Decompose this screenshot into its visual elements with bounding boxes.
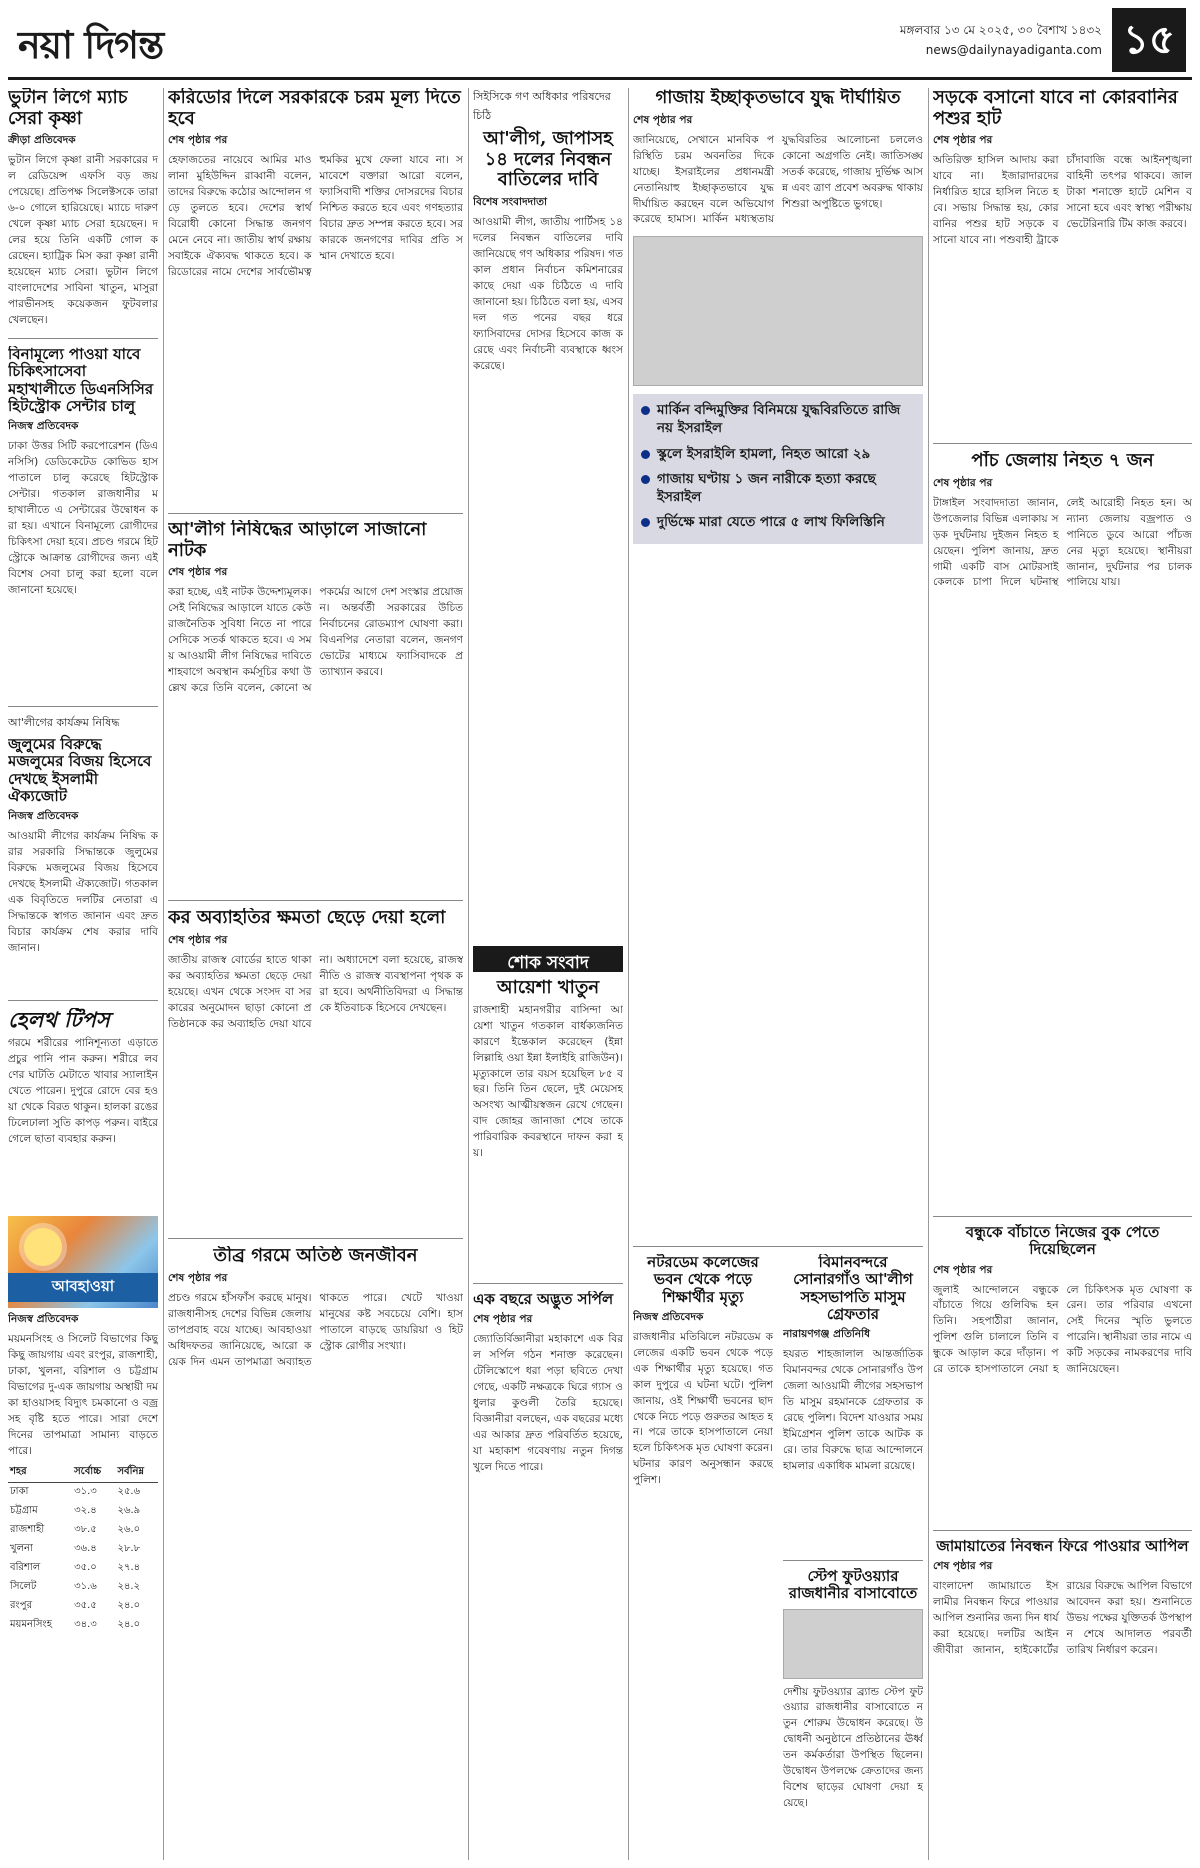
masthead bbox=[8, 0, 1192, 80]
article-body: দেশীয় ফুটওয়্যার ব্র্যান্ড স্টেপ ফুটওয়্যার রাজধানীর বাসাবোতে নতুন শোরুম উদ্বোধন করেছে। উদ্বোধনী অনুষ্ঠানে প্রতিষ্ঠানের ঊর্ধ্বতন কর্মকর্তারা উপস্থিত ছিলেন। উদ্বোধন উপলক্ষে ক্রেতাদের জন্য বিশেষ ছাড়ের ঘোষণা দেয়া হয়েছে। bbox=[783, 1685, 923, 1810]
headline: এক বছরে অদ্ভুত সর্পিল bbox=[473, 1291, 614, 1308]
issue-date: মঙ্গলবার ১৩ মে ২০২৫, ৩০ বৈশাখ ১৪৩২ bbox=[899, 23, 1102, 37]
headline: স্টেপ ফুটওয়্যার রাজধানীর বাসাবোতে bbox=[788, 1568, 918, 1603]
divider bbox=[933, 1530, 1192, 1531]
divider bbox=[933, 443, 1192, 444]
table-header: সর্বোচ্চ bbox=[72, 1463, 115, 1483]
weather-label: আবহাওয়া bbox=[8, 1273, 158, 1302]
byline: নিজস্ব প্রতিবেদক bbox=[8, 420, 79, 432]
table-cell: ৩২.৪ bbox=[74, 1504, 97, 1516]
divider bbox=[473, 1283, 623, 1284]
table-cell: ময়মনসিংহ bbox=[10, 1618, 52, 1630]
article-heatstroke-center bbox=[8, 346, 158, 701]
article-body: বাংলাদেশ জামায়াতে ইসলামীর নিবন্ধন ফিরে পাওয়ার আপিল শুনানির জন্য দিন ধার্য করা হয়েছে। দলটির আইনজীবীরা জানান, হাইকোর্টের রায়ের বিরুদ্ধে আপিল বিভাগে আবেদন করা হয়। শুনানিতে উভয় পক্ষের যুক্তিতর্ক উপস্থাপন শেষে আদালত পরবর্তী তারিখ নির্ধারণ করেন। bbox=[933, 1580, 1192, 1657]
article-cattle-market bbox=[933, 88, 1192, 438]
highlight-item: স্কুলে ইসরাইলি হামলা, নিহত আরো ২৯ bbox=[657, 446, 915, 464]
table-cell: ২৬.০ bbox=[117, 1523, 141, 1535]
article-body: ঢাকা উত্তর সিটি করপোরেশন (ডিএনসিসি) ডেডিকেটেড কোভিড হাসপাতালে চালু করেছে হিটস্ট্রোক সেন্টার। গতকাল রাজধানীর মহাখালীতে এ সেন্টারের উদ্বোধন করা হয়। এখানে বিনামূল্যে রোগীদের চিকিৎসা দেয়া হবে। প্রচণ্ড গরমে হিটস্ট্রোকে আক্রান্ত রোগীদের জন্য এই বিশেষ সেবা চালু করা হলো বলে জানানো হয়েছে। bbox=[8, 440, 158, 596]
table-cell: ৩৫.৫ bbox=[74, 1599, 97, 1611]
table-header: শহর bbox=[8, 1463, 72, 1483]
article-body: করা হচ্ছে, এই নাটক উদ্দেশ্যমূলক। সেই নিষিদ্ধের আড়ালে যাতে কেউ রাজনৈতিক সুবিধা নিতে না পারে সেদিকে সতর্ক থাকতে হবে। এ সময় আওয়ামী লীগ নিষিদ্ধের দাবিতে শাহবাগে অবস্থান কর্মসূচির কথা উল্লেখ করে তিনি বলেন, কোনো অপকর্মের আগে দেশ সংস্কার প্রয়োজন। অন্তর্বর্তী সরকারের উচিত নির্বাচনের রোডম্যাপ ঘোষণা করা। বিএনপির নেতারা বলেন, জনগণ ভোটের মাধ্যমে ফ্যাসিবাদকে প্রত্যাখ্যান করবে। bbox=[168, 586, 463, 695]
byline: ক্রীড়া প্রতিবেদক bbox=[8, 134, 76, 147]
table-row bbox=[8, 1578, 158, 1597]
table-cell: ২৪.২ bbox=[117, 1580, 141, 1592]
divider bbox=[168, 1238, 463, 1239]
divider bbox=[8, 338, 158, 339]
highlight-item: গাজায় ঘণ্টায় ১ জন নারীকে হত্যা করছে ইসরাইল bbox=[657, 471, 915, 506]
column-divider bbox=[928, 88, 929, 1860]
article-body: হেফাজতের নায়েবে আমির মাওলানা মুহিউদ্দিন রাব্বানী বলেন, তাদের বিরুদ্ধে কঠোর আন্দোলন গড়ে তুলতে হবে। দেশের স্বার্থবিরোধী কোনো সিদ্ধান্ত জনগণ মেনে নেবে না। জাতীয় স্বার্থ রক্ষায় সবাইকে ঐক্যবদ্ধ থাকতে হবে। করিডোরের নামে দেশের সার্বভৌমত্ব হুমকির মুখে ফেলা যাবে না। সমাবেশে বক্তারা আরো বলেন, ফ্যাসিবাদী শক্তির দোসরদের বিচার নিশ্চিত করতে হবে এবং গণহত্যার বিচার দ্রুত সম্পন্ন করতে হবে। সরকারকে জনগণের দাবির প্রতি সম্মান দেখাতে হবে। bbox=[168, 154, 463, 279]
article-heatwave bbox=[168, 1246, 463, 1860]
headline: বিনামূল্যে পাওয়া যাবে চিকিৎসাসেবা মহাখালীতে ডিএনসিসির হিটস্ট্রোক সেন্টার চালু bbox=[8, 346, 154, 415]
showroom-photo bbox=[783, 1609, 923, 1679]
article-step-footwear bbox=[783, 1568, 923, 1860]
table-cell: সিলেট bbox=[10, 1580, 37, 1592]
byline: বিশেষ সংবাদদাতা bbox=[473, 196, 548, 209]
headline: গাজায় ইচ্ছাকৃতভাবে যুদ্ধ দীর্ঘায়িত bbox=[655, 88, 901, 108]
article-body: গরমে শরীরের পানিশূন্যতা এড়াতে প্রচুর পানি পান করুন। শরীরে লবণের ঘাটতি মেটাতে খাবার স্যালাইন খেতে পারেন। দুপুরে রোদে বের হওয়া থেকে বিরত থাকুন। হালকা রঙের ঢিলেঢালা সুতি কাপড় পরুন। বাইরে গেলে ছাতা ব্যবহার করুন। bbox=[8, 1037, 158, 1145]
byline: শেষ পৃষ্ঠার পর bbox=[933, 1263, 993, 1276]
table-cell: রাজশাহী bbox=[10, 1523, 45, 1535]
article-spiral bbox=[473, 1291, 623, 1860]
dateline bbox=[900, 20, 1102, 61]
weather-body: ময়মনসিংহ ও সিলেট বিভাগের কিছু কিছু জায়গায় এবং রংপুর, রাজশাহী, ঢাকা, খুলনা, বরিশাল ও চট্টগ্রাম বিভাগের দু-এক জায়গায় অস্থায়ী দমকা হাওয়াসহ বিদ্যুৎ চমকানো ও বজ্রসহ বৃষ্টি হতে পারে। সারা দেশে দিনের তাপমাত্রা সামান্য বাড়তে পারে। bbox=[8, 1333, 158, 1457]
article-notre-dame bbox=[633, 1254, 773, 1860]
gaza-photo bbox=[633, 236, 923, 386]
byline: নিজস্ব প্রতিবেদক bbox=[8, 1313, 79, 1325]
table-cell: বরিশাল bbox=[10, 1561, 41, 1573]
divider bbox=[8, 1000, 158, 1001]
table-cell: চট্টগ্রাম bbox=[10, 1504, 38, 1516]
byline: শেষ পৃষ্ঠার পর bbox=[633, 113, 693, 126]
highlight-item: দুর্ভিক্ষে মারা যেতে পারে ৫ লাখ ফিলিস্তিনি bbox=[657, 514, 915, 532]
table-row bbox=[8, 1521, 158, 1540]
headline: কর অব্যাহতির ক্ষমতা ছেড়ে দেয়া হলো bbox=[168, 908, 446, 928]
byline: নিজস্ব প্রতিবেদক bbox=[633, 1310, 704, 1323]
byline: শেষ পৃষ্ঠার পর bbox=[168, 933, 228, 946]
byline: নিজস্ব প্রতিবেদক bbox=[8, 810, 79, 822]
headline: জামায়াতের নিবন্ধন ফিরে পাওয়ার আপিল bbox=[936, 1538, 1189, 1555]
divider bbox=[783, 1560, 923, 1561]
column-2 bbox=[168, 88, 463, 1860]
headline: বন্ধুকে বাঁচাতে নিজের বুক পেতে দিয়েছিলেন bbox=[965, 1224, 1160, 1259]
weather-box bbox=[8, 1216, 158, 1860]
headline: পাঁচ জেলায় নিহত ৭ জন bbox=[971, 451, 1154, 471]
article-body: জানিয়েছে, সেখানে মানবিক পরিস্থিতি চরম অবনতির দিকে যাচ্ছে। ইসরাইলের প্রধানমন্ত্রী নেতানিয়াহু ইচ্ছাকৃতভাবে যুদ্ধ দীর্ঘায়িত করছেন বলে অভিযোগ করেছে হামাস। মার্কিন মধ্যস্থতায় যুদ্ধবিরতির আলোচনা চললেও কোনো অগ্রগতি নেই। জাতিসঙ্ঘ সতর্ক করেছে, গাজায় দুর্ভিক্ষ আসন্ন এবং ত্রাণ প্রবেশ অবরুদ্ধ থাকায় শিশুরা অপুষ্টিতে ভুগছে। bbox=[633, 133, 923, 226]
article-obituary bbox=[473, 978, 623, 1278]
table-cell: ২৮.৮ bbox=[117, 1542, 141, 1554]
byline: শেষ পৃষ্ঠার পর bbox=[933, 476, 993, 489]
headline: আ'লীগ নিষিদ্ধের আড়ালে সাজানো নাটক bbox=[168, 520, 427, 561]
article-body: ভুটান লিগে কৃষ্ণা রানী সরকারের দল রেডিয়েন্স এফসি বড় জয় পেয়েছে। প্রতিপক্ষ সিলেক্টসকে তারা ৬-০ গোলে হারিয়েছে। ম্যাচে দারুণ খেলে কৃষ্ণা ম্যাচ সেরা হয়েছেন। দলের হয়ে তিনি একটি গোল করেছেন। হ্যাট্রিক মিস করা কৃষ্ণা রানী হয়েছেন ম্যাচ সেরা। ভুটান লিগে বাংলাদেশের সাবিনা খাতুন, মাসুরা পারভীনসহ কয়েকজন ফুটবলার খেলছেন। bbox=[8, 154, 158, 326]
table-cell: ২৭.৪ bbox=[117, 1561, 141, 1573]
byline: শেষ পৃষ্ঠার পর bbox=[473, 1313, 533, 1326]
headline: হেলথ টিপস bbox=[8, 1008, 110, 1032]
table-cell: ২৬.৯ bbox=[117, 1504, 141, 1516]
column-5 bbox=[933, 88, 1192, 1860]
byline: শেষ পৃষ্ঠার পর bbox=[168, 566, 228, 579]
table-cell: ৩১.৩ bbox=[74, 1485, 97, 1497]
table-row bbox=[8, 1559, 158, 1578]
headline: নটরডেম কলেজের ভবন থেকে পড়ে শিক্ষার্থীর মৃত্যু bbox=[647, 1254, 759, 1306]
article-body: টাঙ্গাইল সংবাদদাতা জানান, উপজেলার বিভিন্ন এলাকায় সড়ক দুর্ঘটনায় দুইজন নিহত হয়েছেন। পুলিশ জানায়, দ্রুতগামী একটি বাস মোটরসাইকেলকে চাপা দিলে ঘটনাস্থলেই আরোহী নিহত হন। অন্যান্য জেলায় বজ্রপাত ও পানিতে ডুবে আরো পাঁচজনের মৃত্যু হয়েছে। স্থানীয়রা জানান, দুর্ঘটনার পর চালক পালিয়ে যায়। bbox=[933, 496, 1192, 589]
article-gaza bbox=[633, 88, 923, 1238]
table-cell: ৩৪.৩ bbox=[74, 1618, 97, 1630]
headline: করিডোর দিলে সরকারকে চরম মূল্য দিতে হবে bbox=[168, 88, 461, 129]
divider bbox=[633, 1246, 923, 1247]
table-cell: ঢাকা bbox=[10, 1485, 29, 1497]
article-body: জুলাই আন্দোলনে বন্ধুকে বাঁচাতে গিয়ে গুলিবিদ্ধ হন তিনি। সহপাঠীরা জানান, পুলিশ গুলি চালালে তিনি বন্ধুকে আড়াল করে দাঁড়ান। পরে তাকে হাসপাতালে নেয়া হলে চিকিৎসক মৃত ঘোষণা করেন। তার পরিবার এখনো সেই দিনের স্মৃতি ভুলতে পারেনি। স্থানীয়রা তার নামে একটি সড়কের নামকরণের দাবি জানিয়েছেন। bbox=[933, 1283, 1192, 1376]
article-body: প্রচণ্ড গরমে হাঁসফাঁস করছে মানুষ। রাজধানীসহ দেশের বিভিন্ন জেলায় তাপপ্রবাহ বয়ে যাচ্ছে। আবহাওয়া অধিদফতর জানিয়েছে, আরো কয়েক দিন এমন তাপমাত্রা অব্যাহত থাকতে পারে। খেটে খাওয়া মানুষের কষ্ট সবচেয়ে বেশি। হাসপাতালে বাড়ছে ডায়রিয়া ও হিটস্ট্রোক রোগীর সংখ্যা। bbox=[168, 1291, 463, 1368]
highlight-item: মার্কিন বন্দিমুক্তির বিনিময়ে যুদ্ধবিরতিতে রাজি নয় ইসরাইল bbox=[657, 402, 915, 437]
table-cell: ৩১.৬ bbox=[74, 1580, 97, 1592]
divider bbox=[168, 513, 463, 514]
table-cell: রংপুর bbox=[10, 1599, 33, 1611]
article-jamaat-registration bbox=[933, 1538, 1192, 1860]
article-body: জাতীয় রাজস্ব বোর্ডের হাতে থাকা কর অব্যাহতির ক্ষমতা ছেড়ে দেয়া হয়েছে। এখন থেকে সংসদ বা সরকারের অনুমোদন ছাড়া কোনো প্রতিষ্ঠানকে কর অব্যাহতি দেয়া যাবে না। অধ্যাদেশে বলা হয়েছে, রাজস্ব নীতি ও রাজস্ব ব্যবস্থাপনা পৃথক করা হবে। অর্থনীতিবিদরা এ সিদ্ধান্তকে ইতিবাচক হিসেবে দেখছেন। bbox=[168, 953, 463, 1030]
article-corridor bbox=[168, 88, 463, 508]
divider bbox=[168, 900, 463, 901]
column-4 bbox=[633, 88, 923, 1860]
divider bbox=[8, 706, 158, 707]
columns-area bbox=[8, 88, 1192, 1860]
column-divider bbox=[163, 88, 164, 1860]
headline: আ'লীগ, জাপাসহ ১৪ দলের নিবন্ধন বাতিলের দাবি bbox=[483, 128, 613, 191]
column-3 bbox=[473, 88, 623, 1860]
article-islami-oikyajot bbox=[8, 714, 158, 996]
weather-banner bbox=[8, 1216, 158, 1308]
table-cell: ৩৮.৫ bbox=[74, 1523, 97, 1535]
table-row bbox=[8, 1597, 158, 1616]
kicker: আ'লীগের কার্যক্রম নিষিদ্ধ bbox=[8, 716, 120, 729]
byline: শেষ পৃষ্ঠার পর bbox=[168, 134, 228, 147]
byline: শেষ পৃষ্ঠার পর bbox=[933, 1560, 993, 1573]
article-body: অতিরিক্ত হাসিল আদায় করা যাবে না। ইজারাদারদের নির্ধারিত হারে হাসিল নিতে হবে। সভায় সিদ্ধান্ত হয়, কোরবানির পশুর হাট সড়কে বসানো যাবে না। পশুবাহী ট্রাকে চাঁদাবাজি বন্ধে আইনশৃঙ্খলা বাহিনী তৎপর থাকবে। জাল টাকা শনাক্তে হাটে মেশিন বসানো হবে এবং স্বাস্থ্য পরীক্ষায় ভেটেরিনারি টিম কাজ করবে। bbox=[933, 154, 1192, 247]
article-masum-arrest bbox=[783, 1254, 923, 1554]
article-staged-drama bbox=[168, 520, 463, 895]
article-body: রাজশাহী মহানগরীর বাসিন্দা আয়েশা খাতুন গতকাল বার্ধক্যজনিত কারণে ইন্তেকাল করেছেন (ইন্না লিল্লাহি ওয়া ইন্না ইলাইহি রাজিউন)। মৃত্যুকালে তার বয়স হয়েছিল ৮৫ বছর। তিনি তিন ছেলে, দুই মেয়েসহ অসংখ্য আত্মীয়স্বজন রেখে গেছেন। বাদ জোহর জানাজা শেষে তাকে পারিবারিক কবরস্থানে দাফন করা হয়। bbox=[473, 1003, 623, 1160]
article-14-party-registration bbox=[473, 88, 623, 938]
table-header: সর্বনিম্ন bbox=[115, 1463, 158, 1483]
table-row bbox=[8, 1502, 158, 1521]
column-divider bbox=[628, 88, 629, 1860]
website: news@dailynayadiganta.com bbox=[925, 43, 1102, 58]
headline: বিমানবন্দরে সোনারগাঁও আ'লীগ সহসভাপতি মাসুম গ্রেফতার bbox=[793, 1254, 913, 1323]
newspaper-logo: নয়া দিগন্ত bbox=[18, 22, 164, 67]
article-body: হযরত শাহজালাল আন্তর্জাতিক বিমানবন্দর থেকে সোনারগাঁও উপজেলা আওয়ামী লীগের সহসভাপতি মাসুম রহমানকে গ্রেফতার করেছে পুলিশ। বিদেশ যাওয়ার সময় ইমিগ্রেশন পুলিশ তাকে আটক করে। তার বিরুদ্ধে ছাত্র আন্দোলনে হামলার একাধিক মামলা রয়েছে। bbox=[783, 1348, 923, 1472]
sun-icon bbox=[24, 1228, 62, 1266]
headline: আয়েশা খাতুন bbox=[496, 978, 600, 998]
table-row bbox=[8, 1482, 158, 1502]
byline: শেষ পৃষ্ঠার পর bbox=[168, 1271, 228, 1284]
column-1 bbox=[8, 88, 158, 1860]
table-cell: ২৪.০ bbox=[117, 1618, 141, 1630]
table-row bbox=[8, 1540, 158, 1559]
article-health-tips bbox=[8, 1008, 158, 1208]
article-body: আওয়ামী লীগের কার্যক্রম নিষিদ্ধ করার সরকারি সিদ্ধান্তকে জুলুমের বিরুদ্ধে মজলুমের বিজয় হিসেবে দেখছে ইসলামী ঐক্যজোট। গতকাল এক বিবৃতিতে দলটির নেতারা এ সিদ্ধান্তকে স্বাগত জানান এবং দ্রুত বিচার কার্যক্রম শেষ করার দাবি জানান। bbox=[8, 830, 158, 954]
obituary-banner bbox=[473, 946, 623, 972]
headline: জুলুমের বিরুদ্ধে মজলুমের বিজয় হিসেবে দেখছে ইসলামী ঐক্যজোট bbox=[8, 735, 152, 805]
byline: নারায়ণগঞ্জ প্রতিনিধি bbox=[783, 1328, 871, 1340]
obituary-label: শোক সংবাদ bbox=[473, 946, 623, 972]
table-cell: খুলনা bbox=[10, 1542, 33, 1554]
article-tax-exemption bbox=[168, 908, 463, 1233]
table-row bbox=[8, 1616, 158, 1635]
table-cell: ৩৬.৪ bbox=[74, 1542, 97, 1554]
kicker: সিইসিকে গণ অধিকার পরিষদের চিঠি bbox=[473, 90, 611, 122]
headline: তীব্র গরমে অতিষ্ঠ জনজীবন bbox=[213, 1246, 418, 1266]
article-saved-friend bbox=[933, 1224, 1192, 1524]
headline: ভুটান লিগে ম্যাচ সেরা কৃষ্ণা bbox=[8, 88, 128, 129]
article-body: রাজধানীর মতিঝিলে নটরডেম কলেজের একটি ভবন থেকে পড়ে এক শিক্ষার্থীর মৃত্যু হয়েছে। গতকাল দুপুরে এ ঘটনা ঘটে। পুলিশ জানায়, ওই শিক্ষার্থী ভবনের ছাদ থেকে নিচে পড়ে গুরুতর আহত হন। পরে তাকে হাসপাতালে নেয়া হলে চিকিৎসক মৃত ঘোষণা করেন। ঘটনার কারণ অনুসন্ধান করছে পুলিশ। bbox=[633, 1330, 773, 1487]
gaza-highlights bbox=[633, 394, 923, 543]
page-number: ১৫ bbox=[1112, 8, 1186, 72]
divider bbox=[933, 1216, 1192, 1217]
table-cell: ২৪.০ bbox=[117, 1599, 141, 1611]
temperature-table bbox=[8, 1463, 158, 1635]
article-body: আওয়ামী লীগ, জাতীয় পার্টিসহ ১৪ দলের নিবন্ধন বাতিলের দাবি জানিয়েছে গণ অধিকার পরিষদ। গতকাল প্রধান নির্বাচন কমিশনারের কাছে দেয়া এক চিঠিতে এ দাবি জানানো হয়। চিঠিতে বলা হয়, এসব দল গত পনের বছর ধরে ফ্যাসিবাদের দোসর হিসেবে কাজ করেছে এবং নির্বাচনী ব্যবস্থাকে ধ্বংস করেছে। bbox=[473, 216, 623, 372]
article-five-districts bbox=[933, 451, 1192, 1211]
table-cell: ২৫.৬ bbox=[117, 1485, 141, 1497]
headline: সড়কে বসানো যাবে না কোরবানির পশুর হাট bbox=[933, 88, 1178, 129]
article-body: জ্যোতির্বিজ্ঞানীরা মহাকাশে এক বিরল সর্পিল গঠন শনাক্ত করেছেন। টেলিস্কোপে ধরা পড়া ছবিতে দেখা গেছে, একটি নক্ষত্রকে ঘিরে গ্যাস ও ধুলার কুণ্ডলী তৈরি হয়েছে। বিজ্ঞানীরা বলছেন, এক বছরের মধ্যে এর আকার দ্রুত পরিবর্তিত হয়েছে, যা মহাকাশ গবেষণায় নতুন দিগন্ত খুলে দিতে পারে। bbox=[473, 1333, 623, 1473]
article-bhutan-league bbox=[8, 88, 158, 333]
table-cell: ৩৫.০ bbox=[74, 1561, 97, 1573]
byline: শেষ পৃষ্ঠার পর bbox=[933, 134, 993, 147]
column-divider bbox=[468, 88, 469, 1860]
